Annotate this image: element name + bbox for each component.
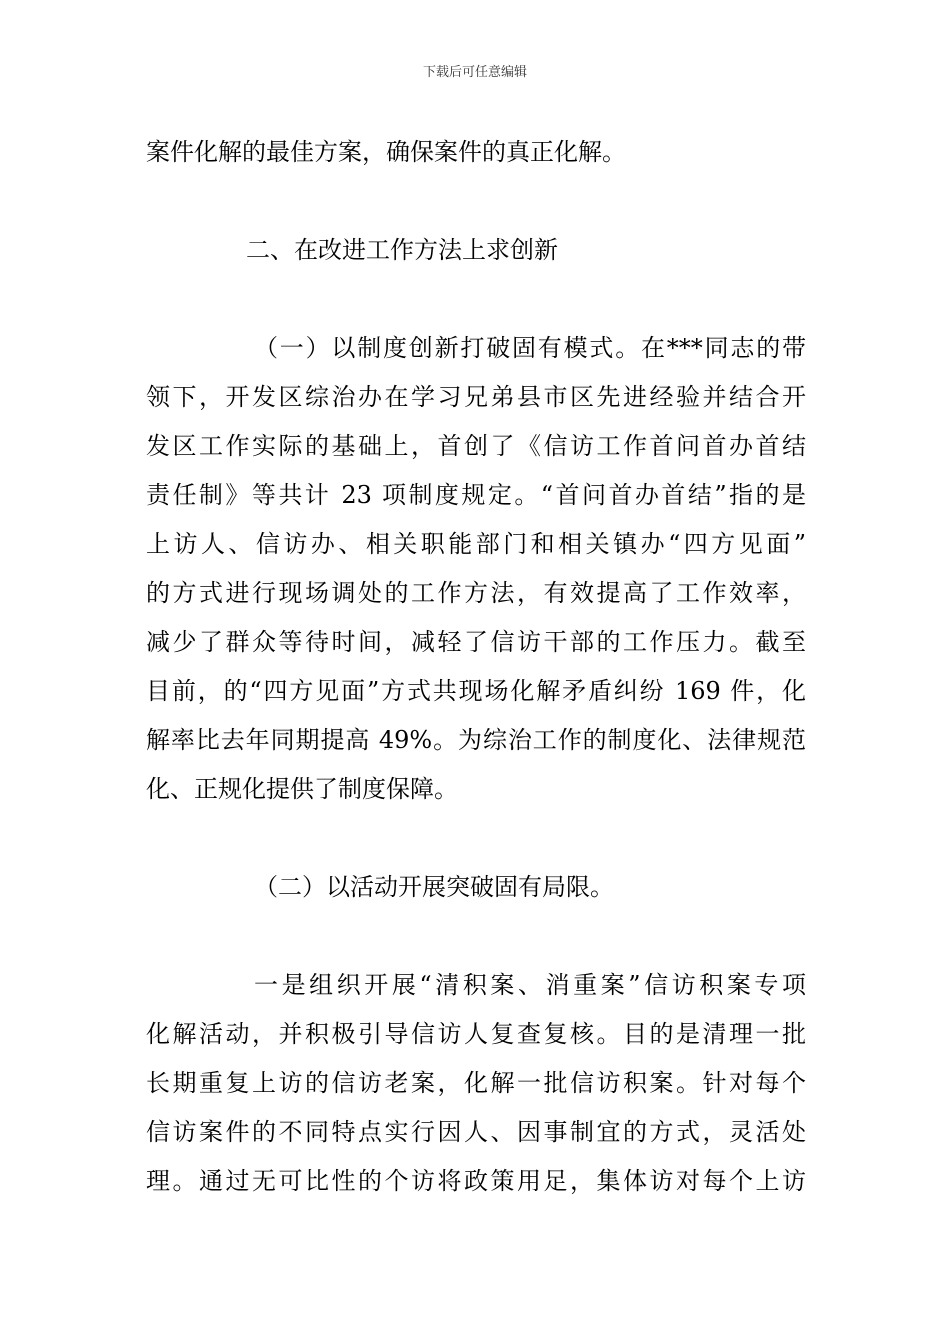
text-line: 上访人、信访办、相关职能部门和相关镇办“四方见面” (146, 530, 806, 558)
text-line: 减少了群众等待时间，减轻了信访干部的工作压力。截至 (146, 628, 806, 656)
text-line: 解率比去年同期提高 49%。为综治工作的制度化、法律规范 (146, 726, 806, 754)
text-line: 理。通过无可比性的个访将政策用足，集体访对每个上访 (146, 1167, 806, 1195)
text-line: 发区工作实际的基础上，首创了《信访工作首问首办首结 (146, 432, 806, 460)
page-header: 下载后可任意编辑 (422, 65, 527, 80)
section-heading (146, 226, 806, 275)
paragraph-system-innovation (146, 324, 806, 814)
paragraph-backlog-cases (146, 961, 806, 1206)
text-line: 案件化解的最佳方案，确保案件的真正化解。 (146, 138, 626, 166)
text-line: 的方式进行现场调处的工作方法，有效提高了工作效率， (146, 579, 806, 607)
text-line: 化、正规化提供了制度保障。 (146, 775, 458, 803)
text-line: 一是组织开展“清积案、消重案”信访积案专项 (254, 971, 806, 999)
text-line: 目前，的“四方见面”方式共现场化解矛盾纠纷 169 件，化 (146, 677, 806, 705)
text-line: 长期重复上访的信访老案，化解一批信访积案。针对每个 (146, 1069, 806, 1097)
paragraph-continuation (146, 128, 806, 177)
text-line: （二）以活动开展突破固有局限。 (254, 873, 614, 901)
text-line: 责任制》等共计 23 项制度规定。“首问首办首结”指的是 (146, 481, 806, 509)
text-line: （一）以制度创新打破固有模式。在***同志的带 (254, 334, 806, 362)
heading-text: 二、在改进工作方法上求创新 (246, 236, 558, 264)
paragraph-activity-heading (146, 863, 806, 912)
text-line: 领下，开发区综治办在学习兄弟县市区先进经验并结合开 (146, 383, 806, 411)
text-line: 信访案件的不同特点实行因人、因事制宜的方式，灵活处 (146, 1118, 806, 1146)
text-line: 化解活动，并积极引导信访人复查复核。目的是清理一批 (146, 1020, 806, 1048)
document-body (146, 128, 806, 1206)
